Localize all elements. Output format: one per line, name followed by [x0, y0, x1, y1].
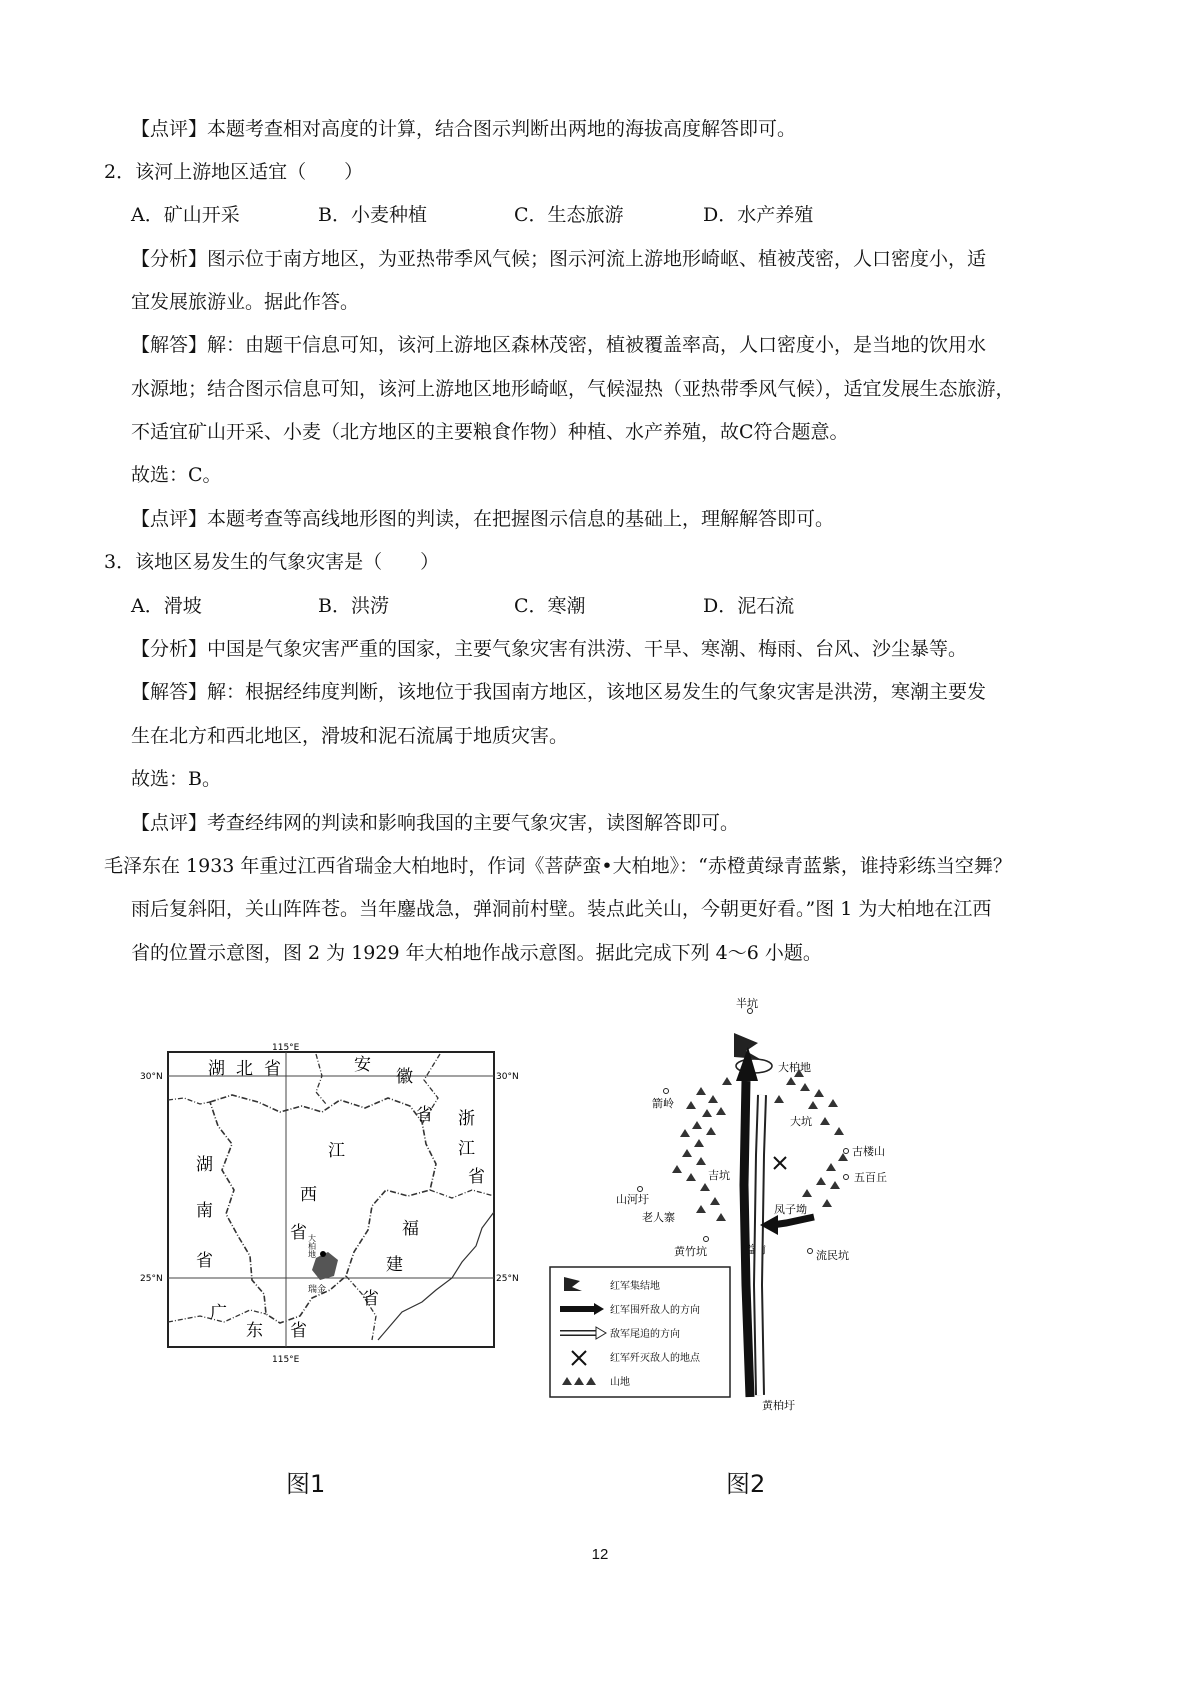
q3-option-a: A．滑坡 [131, 595, 202, 617]
intro-line3: 省的位置示意图，图 2 为 1929 年大柏地作战示意图。据此完成下列 4～6 小题。 [131, 942, 822, 964]
q2-comment: 【点评】本题考查等高线地形图的判读，在把握图示信息的基础上，理解解答即可。 [131, 508, 835, 530]
label-hubei-3: 省 [264, 1059, 281, 1079]
figure-1-caption: 图1 [286, 1470, 326, 1498]
place-liuminkeng: 流民坑 [816, 1249, 849, 1262]
gulou-dot [844, 1149, 849, 1154]
legend-encircle: 红军围歼敌人的方向 [610, 1305, 700, 1316]
label-jiangxi-3: 省 [290, 1223, 307, 1243]
place-jianling: 箭岭 [652, 1097, 674, 1110]
label-fujian-2: 建 [386, 1255, 403, 1275]
q3-analysis: 【分析】中国是气象灾害严重的国家，主要气象灾害有洪涝、干旱、寒潮、梅雨、台风、沙尘暴等。 [131, 638, 968, 660]
intro-line2: 雨后复斜阳，关山阵阵苍。当年鏖战急，弹洞前村壁。装点此关山，今朝更好看。”图 1 为大柏地在江西 [131, 898, 992, 920]
place-huangzhukeng: 黄竹坑 [674, 1245, 707, 1258]
legend-assembly: 红军集结地 [610, 1281, 660, 1292]
label-jiangxi-1: 江 [328, 1141, 345, 1161]
coastline [378, 1212, 494, 1340]
ruijin-label: 瑞金 [308, 1285, 327, 1295]
place-shanhexu: 山河圩 [616, 1193, 649, 1206]
label-guangdong-1: 广 [210, 1303, 227, 1323]
q2-option-d: D．水产养殖 [703, 204, 814, 226]
enemy-pursuit-route-inner [758, 1095, 762, 1395]
q2-analysis-line2: 宜发展旅游业。据此作答。 [131, 291, 360, 313]
wubaiqiu-dot [844, 1175, 849, 1180]
place-wubaiqiu: 五百丘 [854, 1171, 887, 1184]
figure-2-caption: 图2 [726, 1470, 766, 1498]
lat25-label-right: 25°N [496, 1274, 519, 1284]
label-jiangxi-2: 西 [300, 1185, 317, 1205]
q3-answer-line1: 【解答】解：根据经纬度判断，该地位于我国南方地区，该地区易发生的气象灾害是洪涝，寒潮主要发 [131, 681, 987, 703]
q2-analysis-line1: 【分析】图示位于南方地区，为亚热带季风气候；图示河流上游地形崎岖、植被茂密，人口密度小，适 [131, 248, 987, 270]
page-number: 12 [591, 1546, 609, 1563]
legend-mountain: 山地 [610, 1377, 630, 1388]
lon-label-top: 115°E [272, 1043, 300, 1053]
q2-answer-line2: 水源地；结合图示信息可知，该河上游地区地形崎岖，气候湿热（亚热带季风气候），适宜发展生态旅游， [131, 378, 1015, 400]
q2-choice: 故选：C。 [131, 464, 222, 486]
place-dakeng: 大坑 [790, 1115, 812, 1128]
q3-option-c: C．寒潮 [514, 595, 586, 617]
question-3: 3．该地区易发生的气象灾害是（ ） [104, 551, 440, 573]
q2-option-a: A．矿山开采 [131, 204, 240, 226]
dabaidi-marker [320, 1251, 326, 1257]
label-anhui-3: 省 [416, 1105, 433, 1125]
place-jikeng: 吉坑 [708, 1169, 730, 1182]
label-hubei-2: 北 [236, 1059, 253, 1079]
mountain-cluster-east [774, 1069, 848, 1207]
lon-label-bottom: 115°E [272, 1355, 300, 1365]
dabaidi-label: 大柏地 [307, 1234, 317, 1258]
label-zhejiang-1: 浙 [458, 1109, 475, 1129]
annihilation-site [774, 1157, 786, 1169]
question-2: 2．该河上游地区适宜（ ） [104, 161, 364, 183]
legend-annihilation: 红军歼灭敌人的地点 [610, 1353, 700, 1364]
q2-answer-line3: 不适宜矿山开采、小麦（北方地区的主要粮食作物）种植、水产养殖，故C符合题意。 [131, 421, 849, 443]
border-hubei-anhui [316, 1054, 326, 1104]
label-anhui-2: 徽 [396, 1067, 413, 1087]
place-laorenzhai: 老人寨 [642, 1211, 675, 1224]
figure-2-diagram [546, 985, 926, 1425]
lat30-label-right: 30°N [496, 1072, 519, 1082]
mountain-cluster-west [672, 1077, 732, 1221]
place-gulousha: 古楼山 [852, 1145, 885, 1158]
q3-choice: 故选：B。 [131, 768, 221, 790]
place-aiqian: 隘前 [744, 1243, 766, 1256]
huangzhukeng-dot [704, 1237, 709, 1242]
red-army-east-attack [772, 1217, 814, 1225]
label-guangdong-2: 东 [246, 1321, 263, 1341]
q2-answer-line1: 【解答】解：由题干信息可知，该河上游地区森林茂密，植被覆盖率高，人口密度小，是当地的饮用水 [131, 334, 987, 356]
q3-option-d: D．泥石流 [703, 595, 795, 617]
jianling-dot [664, 1089, 669, 1094]
red-army-main-route [744, 1081, 750, 1397]
label-hunan-1: 湖 [196, 1155, 213, 1175]
place-huangbaixu: 黄柏圩 [762, 1399, 795, 1412]
place-dabaidi: 大柏地 [778, 1061, 811, 1074]
label-hunan-3: 省 [196, 1251, 213, 1271]
q1-comment: 【点评】本题考查相对高度的计算，结合图示判断出两地的海拔高度解答即可。 [131, 118, 797, 140]
figure-1-map [140, 1040, 540, 1370]
label-fujian-3: 省 [362, 1289, 379, 1309]
label-fujian-1: 福 [402, 1219, 419, 1239]
label-hubei-1: 湖 [208, 1059, 225, 1079]
q2-option-b: B．小麦种植 [318, 204, 427, 226]
label-anhui-1: 安 [354, 1055, 371, 1075]
intro-line1: 毛泽东在 1933 年重过江西省瑞金大柏地时，作词《菩萨蛮•大柏地》：“赤橙黄绿青蓝紫，谁持彩练当空舞？ [104, 855, 1012, 877]
lat25-label-left: 25°N [140, 1274, 163, 1284]
label-hunan-2: 南 [196, 1201, 213, 1221]
lat30-label-left: 30°N [140, 1072, 163, 1082]
q3-option-b: B．洪涝 [318, 595, 389, 617]
legend-mountain-icon [562, 1377, 596, 1385]
q3-comment: 【点评】考查经纬网的判读和影响我国的主要气象灾害，读图解答即可。 [131, 812, 740, 834]
place-bankeng: 半坑 [736, 997, 758, 1010]
q3-answer-line2: 生在北方和西北地区，滑坡和泥石流属于地质灾害。 [131, 725, 569, 747]
place-fengziao: 凤子坳 [774, 1203, 807, 1216]
border-zhejiang-fujian [430, 1190, 494, 1198]
legend-pursuit: 敌军尾追的方向 [610, 1329, 680, 1340]
q2-option-c: C．生态旅游 [514, 204, 624, 226]
shanhexu-dot [638, 1187, 643, 1192]
label-guangdong-3: 省 [290, 1321, 307, 1341]
border-hunan-west [168, 1098, 210, 1104]
label-zhejiang-3: 省 [468, 1167, 485, 1187]
label-zhejiang-2: 江 [458, 1139, 475, 1159]
liuminkeng-dot [808, 1249, 813, 1254]
